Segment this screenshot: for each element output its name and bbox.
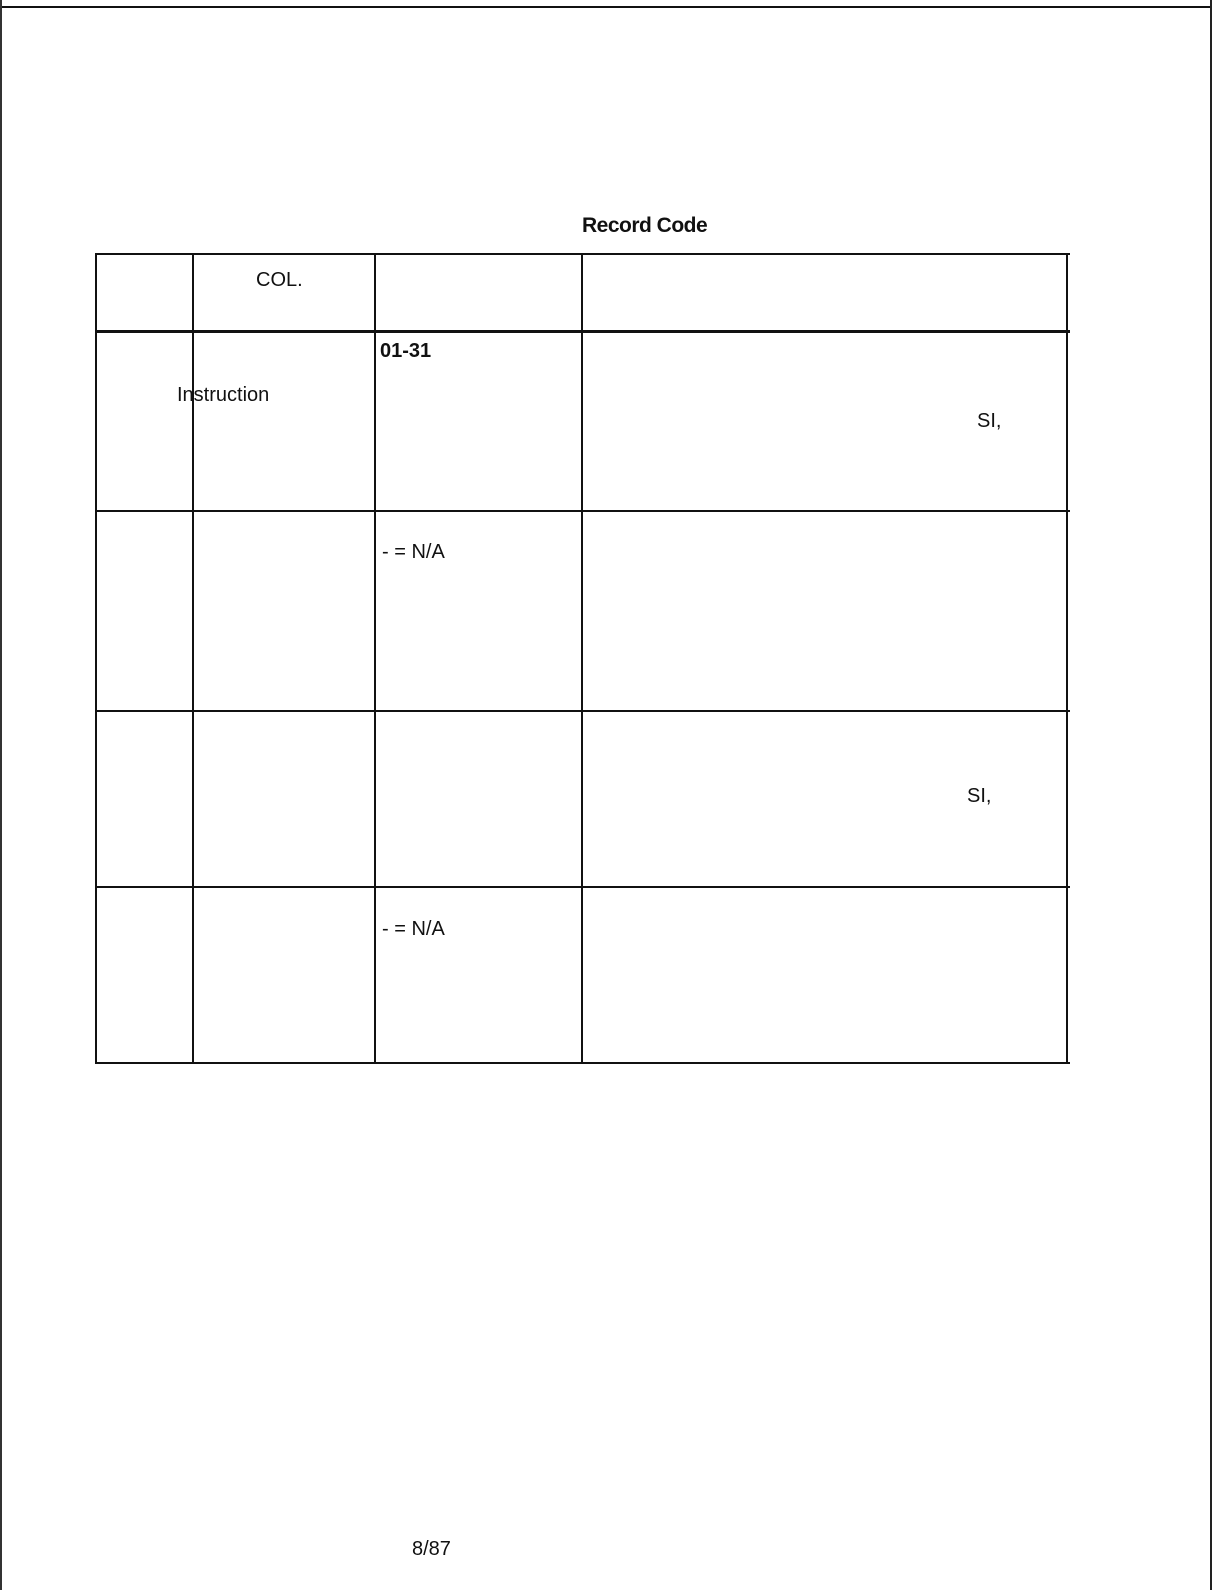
row-1-value: 01-31 [380,340,432,362]
row-1-left-label: Instruction [177,384,270,406]
page-right-border [1210,0,1212,1590]
footer-date: 8/87 [412,1538,451,1560]
row-2-value: - = N/A [382,541,445,563]
row-1-right-note: SI, [977,410,1002,432]
table-left-border [95,253,97,1064]
page-left-border [0,0,2,1590]
row-3-right-note: SI, [967,785,992,807]
table-right-border [1066,253,1068,1064]
header-col-label: COL. [256,269,303,291]
column-divider-3 [581,253,583,1064]
column-divider-2 [374,253,376,1064]
record-code-table [95,253,1070,1074]
column-divider-1 [192,253,194,1064]
page-top-border [0,6,1212,8]
page-title: Record Code [582,214,708,237]
row-4-value: - = N/A [382,918,445,940]
